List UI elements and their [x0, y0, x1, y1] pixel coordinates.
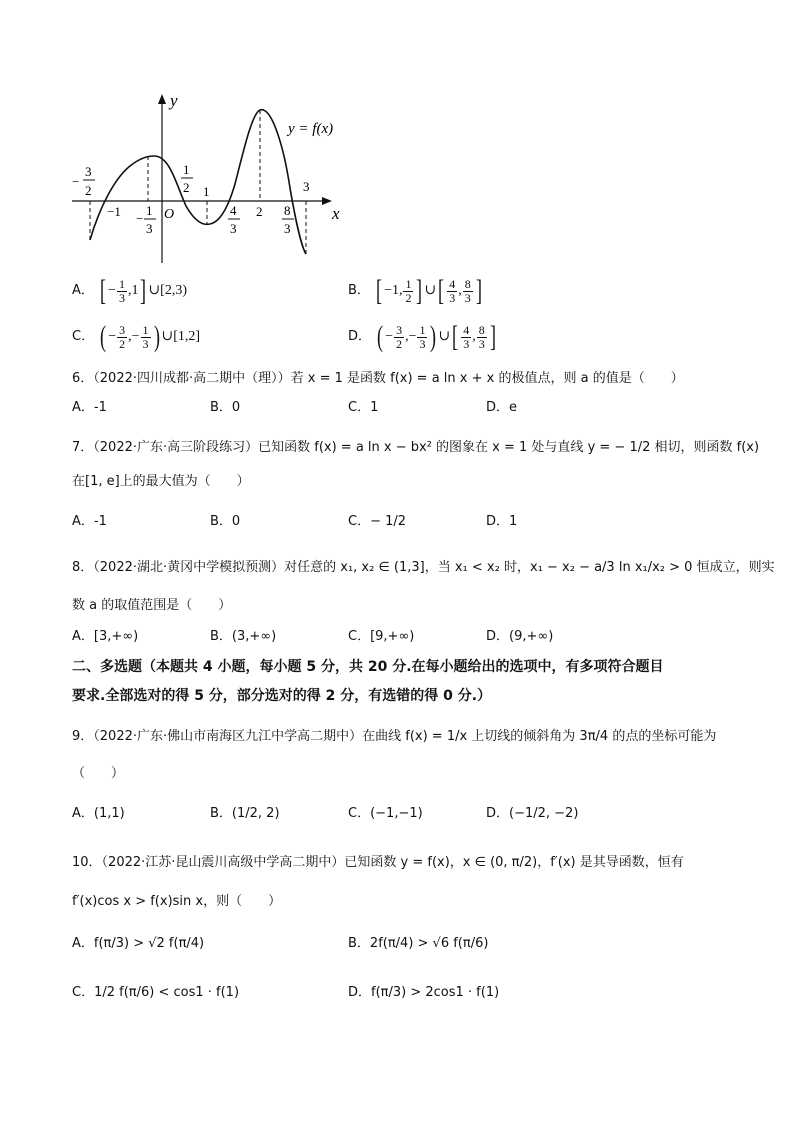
option-d-label: D． — [348, 329, 372, 345]
function-graph — [60, 88, 360, 278]
tick-three: 3 — [303, 179, 310, 194]
q5-option-c[interactable] — [72, 322, 200, 352]
q5-option-b-expr: [ −1, $\frac{1}{2}$ ] ∪[ $\frac{4}{3}$ , $\frac{8}{3}$ ] — [376, 274, 482, 307]
y-axis-label: y — [170, 91, 178, 110]
q5-option-a-expr: [ − $\frac{1}{3}$ ,1] ∪[2,3) — [100, 274, 188, 307]
tick-neg1-3-num: 1 — [146, 203, 153, 218]
q9-line2: （ ） — [72, 766, 125, 781]
q10-option-d[interactable]: D．f(π/3) > 2cos1 · f(1) — [348, 985, 500, 1000]
tick-neg3-2-num: 3 — [85, 164, 92, 179]
q10-option-c[interactable]: C．1/2 f(π/6) < cos1 · f(1) — [72, 985, 240, 1000]
q8-option-c[interactable]: C．[9,+∞) — [348, 629, 415, 644]
q9-option-d[interactable]: D．(−1/2, −2) — [486, 806, 579, 821]
option-c-label: C． — [72, 329, 95, 345]
q5-option-b[interactable] — [348, 276, 484, 306]
q6-option-b[interactable]: B．0 — [210, 400, 241, 415]
option-a-label: A． — [72, 283, 94, 299]
q10-line1: 10．（2022·江苏·昆山震川高级中学高二期中）已知函数 y = f(x)，x ∈ (0, π/2)，f′(x) 是其导函数，恒有 — [72, 855, 684, 870]
tick-half-den: 2 — [183, 180, 190, 195]
tick-four-3-num: 4 — [230, 203, 237, 218]
tick-half-num: 1 — [183, 162, 190, 177]
q8-option-b[interactable]: B．(3,+∞) — [210, 629, 277, 644]
q10-option-b[interactable]: B．2f(π/4) > √6 f(π/6) — [348, 936, 489, 951]
q8-line2: 数 a 的取值范围是（ ） — [72, 598, 232, 613]
curve-f — [90, 110, 306, 254]
tick-four-3-den: 3 — [230, 221, 237, 236]
section2-heading-line2: 要求.全部选对的得 5 分，部分选对的得 2 分，有选错的得 0 分.） — [72, 688, 492, 704]
x-axis-label: x — [332, 204, 340, 223]
q7-line1: 7．（2022·广东·高三阶段练习）已知函数 f(x) = a ln x − bx² 的图象在 x = 1 处与直线 y = − 1/2 相切，则函数 f(x) — [72, 440, 760, 455]
q5-option-d-expr: ( − $\frac{3}{2}$ ,− $\frac{1}{3}$ ) ∪[ $\frac{4}{3}$ , $\frac{8}{3}$ ] — [377, 320, 496, 353]
tick-neg1-3-den: 3 — [146, 221, 153, 236]
q7-option-b[interactable]: B．0 — [210, 514, 241, 529]
x-axis-arrow-icon — [322, 197, 332, 205]
q6-option-c[interactable]: C．1 — [348, 400, 379, 415]
q7-line2: 在[1, e]上的最大值为（ ） — [72, 474, 250, 489]
q8-option-d[interactable]: D．(9,+∞) — [486, 629, 554, 644]
q9-option-b[interactable]: B．(1/2, 2) — [210, 806, 280, 821]
section2-heading-line1: 二、多选题（本题共 4 小题，每小题 5 分，共 20 分.在每小题给出的选项中，有多项符合题目 — [72, 659, 664, 675]
tick-neg1: −1 — [107, 204, 121, 219]
q8-line1: 8．（2022·湖北·黄冈中学模拟预测）对任意的 x₁, x₂ ∈ (1,3]，当 x₁ < x₂ 时，x₁ − x₂ − a/3 ln x₁/x₂ > 0 恒成立，则实 — [72, 560, 775, 575]
q5-option-a[interactable] — [72, 276, 187, 306]
q10-option-a[interactable]: A．f(π/3) > √2 f(π/4) — [72, 936, 205, 951]
option-b-label: B． — [348, 283, 370, 299]
tick-eight-3-den: 3 — [284, 221, 291, 236]
tick-neg3-2-minus: − — [72, 174, 80, 189]
q6-text: 6．（2022·四川成都·高二期中（理））若 x = 1 是函数 f(x) = a ln x + x 的极值点，则 a 的值是（ ） — [72, 371, 684, 386]
q8-option-a[interactable]: A．[3,+∞) — [72, 629, 139, 644]
tick-neg1-3-minus: − — [136, 211, 144, 226]
q7-option-c[interactable]: C．− 1/2 — [348, 514, 407, 529]
q6-option-d[interactable]: D．e — [486, 400, 518, 415]
q10-line2: f′(x)cos x > f(x)sin x，则（ ） — [72, 894, 282, 909]
origin-label: O — [164, 207, 175, 222]
q6-option-a[interactable]: A．-1 — [72, 400, 107, 415]
curve-label: y = f(x) — [288, 121, 334, 137]
tick-neg3-2-den: 2 — [85, 183, 92, 198]
tick-two: 2 — [256, 204, 263, 219]
q5-option-c-expr: ( − $\frac{3}{2}$ ,− $\frac{1}{3}$ ) ∪[1,2] — [100, 320, 201, 353]
tick-one: 1 — [203, 184, 210, 199]
y-axis-arrow-icon — [158, 94, 166, 104]
q9-option-c[interactable]: C．(−1,−1) — [348, 806, 423, 821]
q7-option-a[interactable]: A．-1 — [72, 514, 107, 529]
q9-line1: 9．（2022·广东·佛山市南海区九江中学高二期中）在曲线 f(x) = 1/x 上切线的倾斜角为 3π/4 的点的坐标可能为 — [72, 729, 717, 744]
q9-option-a[interactable]: A．(1,1) — [72, 806, 125, 821]
tick-eight-3-num: 8 — [284, 203, 291, 218]
q7-option-d[interactable]: D．1 — [486, 514, 518, 529]
q5-option-d[interactable] — [348, 322, 498, 352]
